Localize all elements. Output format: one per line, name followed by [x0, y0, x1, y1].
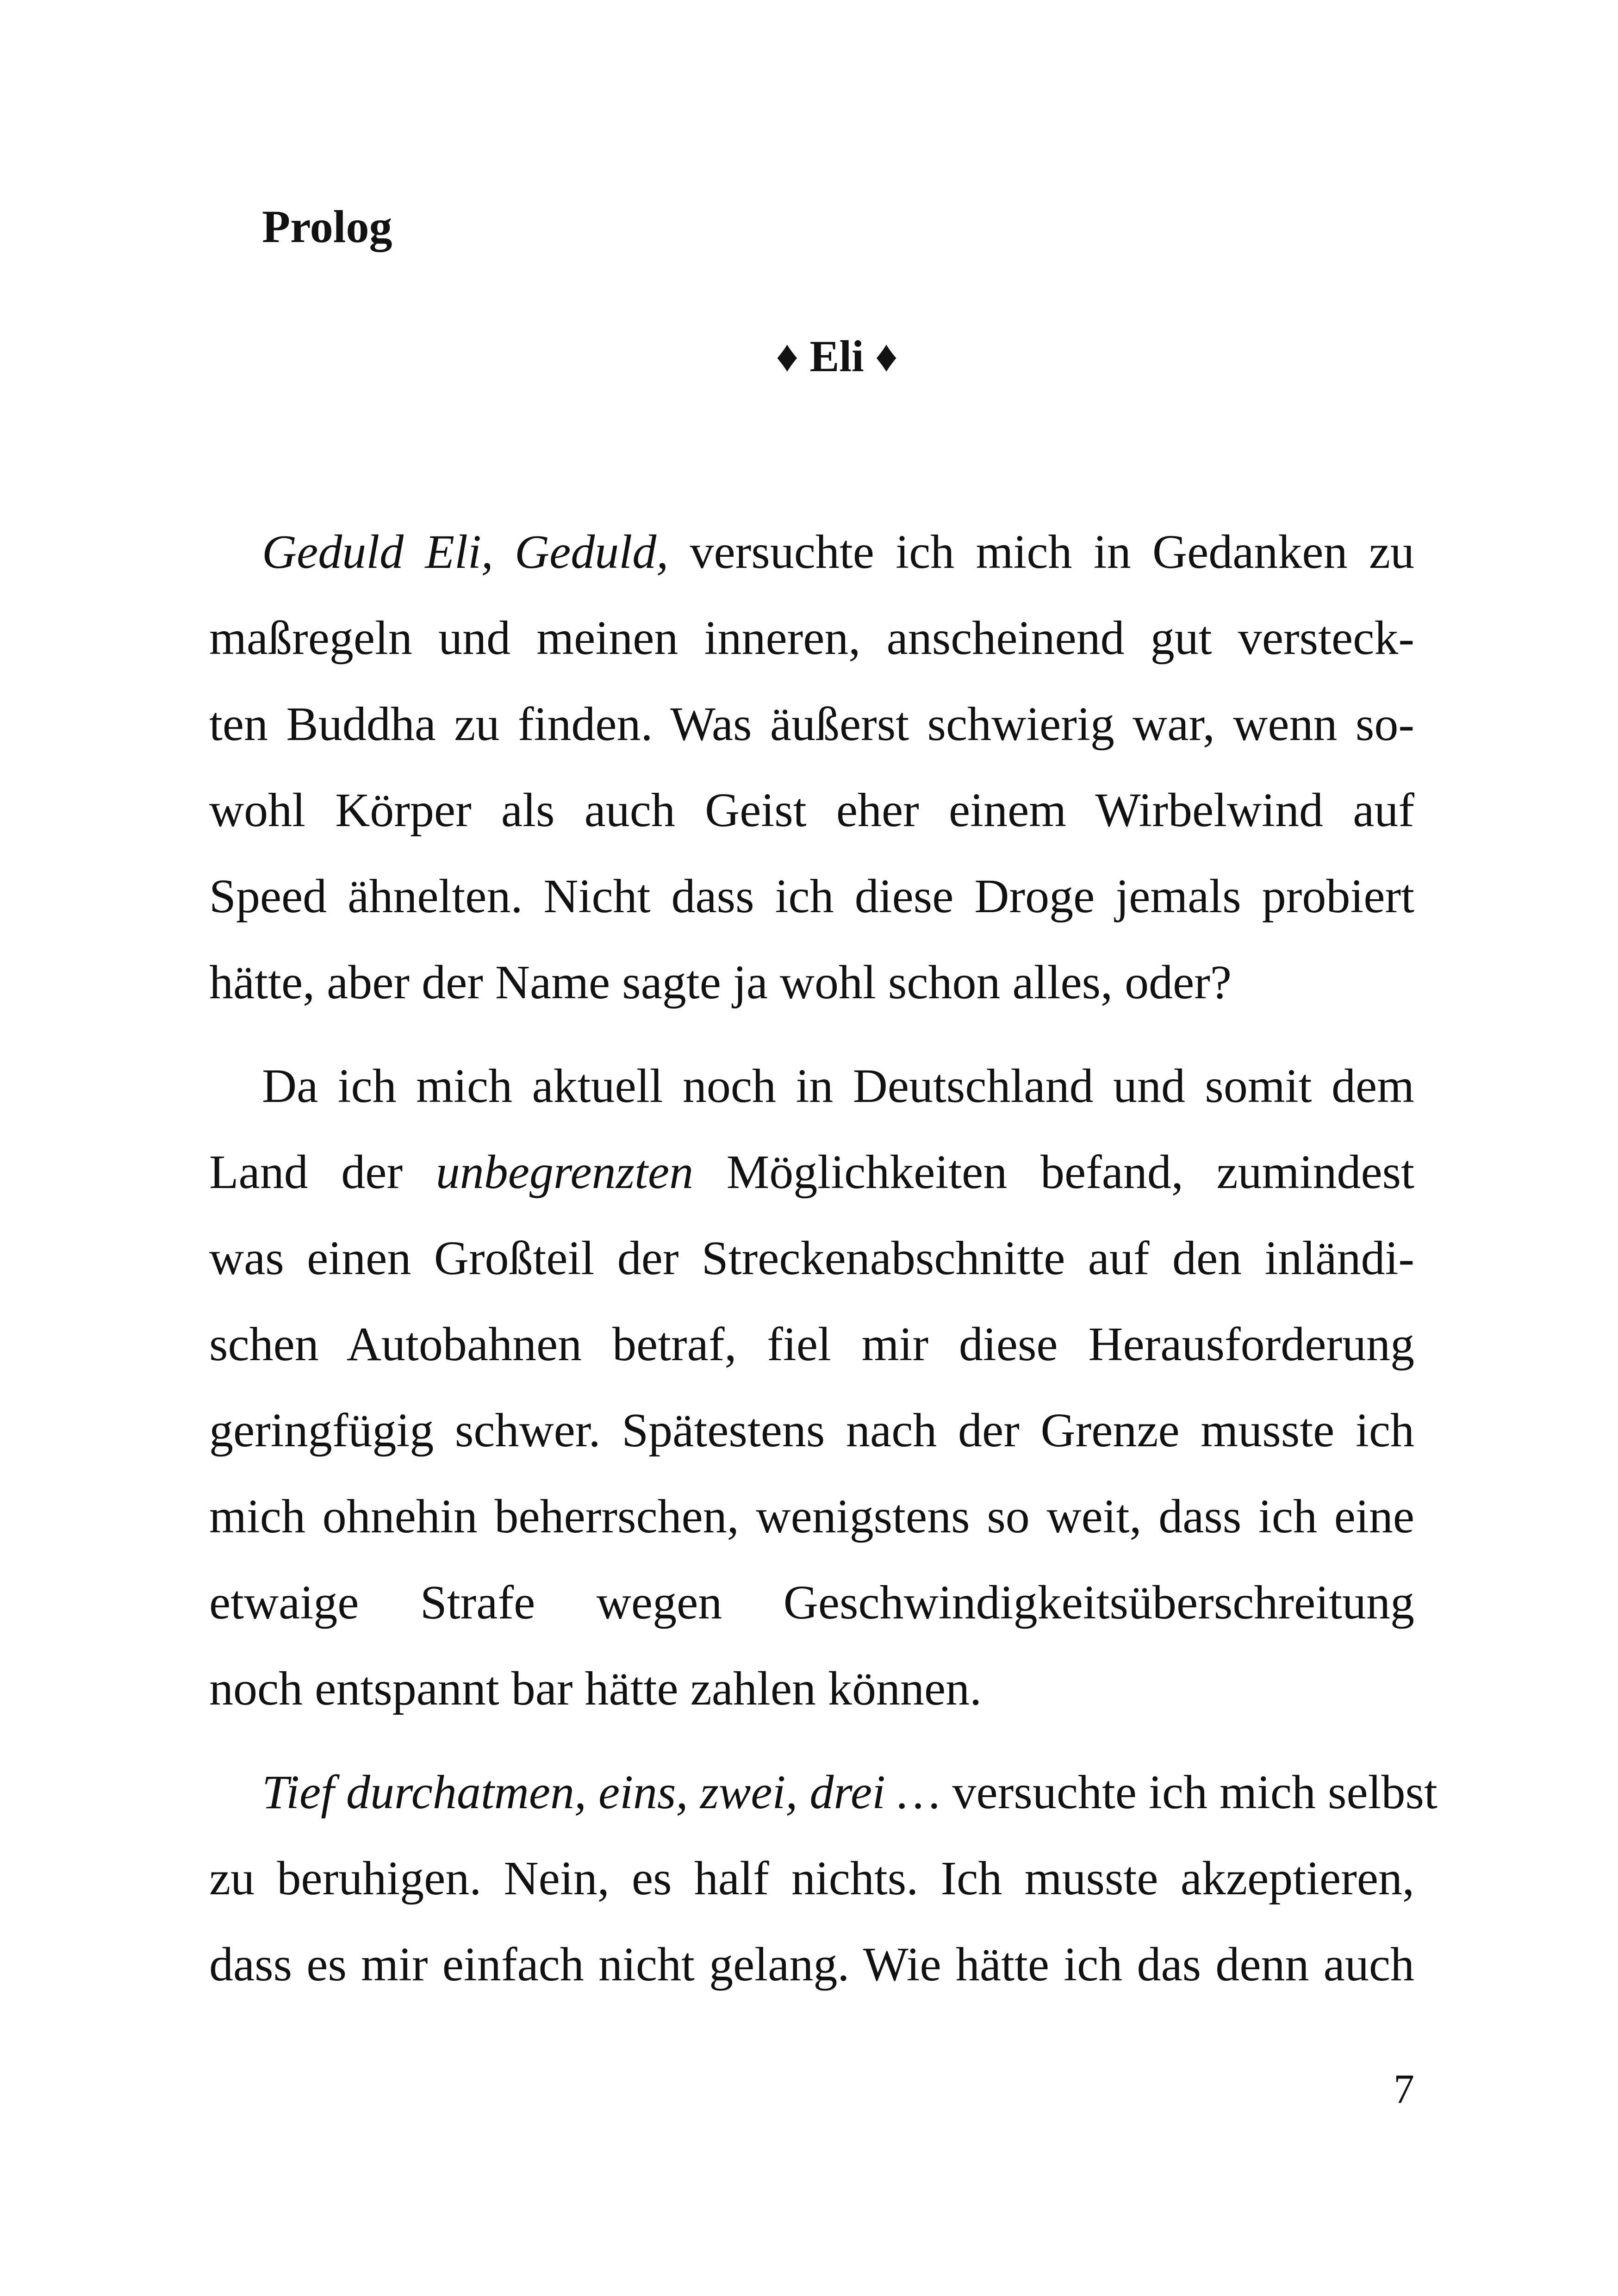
- text-run: Da ich mich aktuell noch in Deutschland und somit dem: [262, 1059, 1414, 1113]
- italic-text: unbegrenzten: [436, 1145, 694, 1199]
- text-line: [209, 1922, 1414, 2008]
- text-line: [209, 1646, 1414, 1732]
- text-run: wohl Körper als auch Geist eher einem Wirbelwind auf: [209, 784, 1414, 837]
- text-line: [209, 1043, 1414, 1129]
- text-line: [209, 1560, 1414, 1646]
- text-line: [209, 940, 1414, 1026]
- text-line: [209, 1129, 1414, 1215]
- text-line: [209, 509, 1414, 595]
- text-run: schen Autobahnen betraf, fiel mir diese Herausforderung: [209, 1318, 1414, 1371]
- text-run: mich ohnehin beherrschen, wenigstens so weit, dass ich eine: [209, 1490, 1414, 1543]
- text-run: Land der: [209, 1145, 436, 1199]
- paragraph: [209, 1043, 1414, 1732]
- text-run: dass es mir einfach nicht gelang. Wie hätte ich das denn auch: [209, 1938, 1414, 1991]
- text-run: ten Buddha zu finden. Was äußerst schwierig war, wenn so-: [209, 697, 1414, 751]
- italic-text: Geduld Eli, Geduld,: [262, 525, 669, 579]
- text-run: Speed ähnelten. Nicht dass ich diese Droge jemals probiert: [209, 870, 1414, 923]
- text-line: [209, 595, 1414, 681]
- chapter-title: Prolog: [262, 201, 392, 252]
- text-run: versuchte ich mich in Gedanken zu: [668, 525, 1415, 579]
- text-line: [209, 681, 1414, 767]
- text-run: versuchte ich mich selbst: [940, 1766, 1438, 1819]
- text-run: was einen Großteil der Streckenabschnitte auf den inländi-: [209, 1232, 1414, 1285]
- text-run: geringfügig schwer. Spätestens nach der Grenze musste ich: [209, 1404, 1414, 1457]
- text-run: etwaige Strafe wegen Geschwindigkeitsüberschreitung: [209, 1576, 1414, 1629]
- text-line: [209, 1215, 1414, 1301]
- text-run: noch entspannt bar hätte zahlen können.: [209, 1662, 982, 1715]
- text-line: [209, 767, 1414, 853]
- text-line: [209, 1301, 1414, 1388]
- body-text: [209, 509, 1438, 2008]
- text-line: [209, 853, 1414, 940]
- text-line: [209, 1836, 1414, 1922]
- paragraph: [209, 509, 1414, 1026]
- pov-heading-text: ♦ Eli ♦: [776, 331, 898, 381]
- text-run: hätte, aber der Name sagte ja wohl schon alles, oder?: [209, 956, 1232, 1009]
- page-number: 7: [1394, 2066, 1414, 2112]
- text-line: [209, 1388, 1414, 1474]
- text-run: zu beruhigen. Nein, es half nichts. Ich musste akzeptieren,: [209, 1852, 1414, 1905]
- pov-heading: [0, 331, 1618, 381]
- text-run: maßregeln und meinen inneren, anscheinend gut versteck-: [209, 611, 1414, 665]
- text-run: Möglichkeiten befand, zumindest: [693, 1145, 1414, 1199]
- text-line: [209, 1474, 1414, 1560]
- paragraph: [209, 1749, 1438, 2008]
- text-line: [209, 1749, 1438, 1836]
- italic-text: Tief durchatmen, eins, zwei, drei …: [262, 1766, 940, 1819]
